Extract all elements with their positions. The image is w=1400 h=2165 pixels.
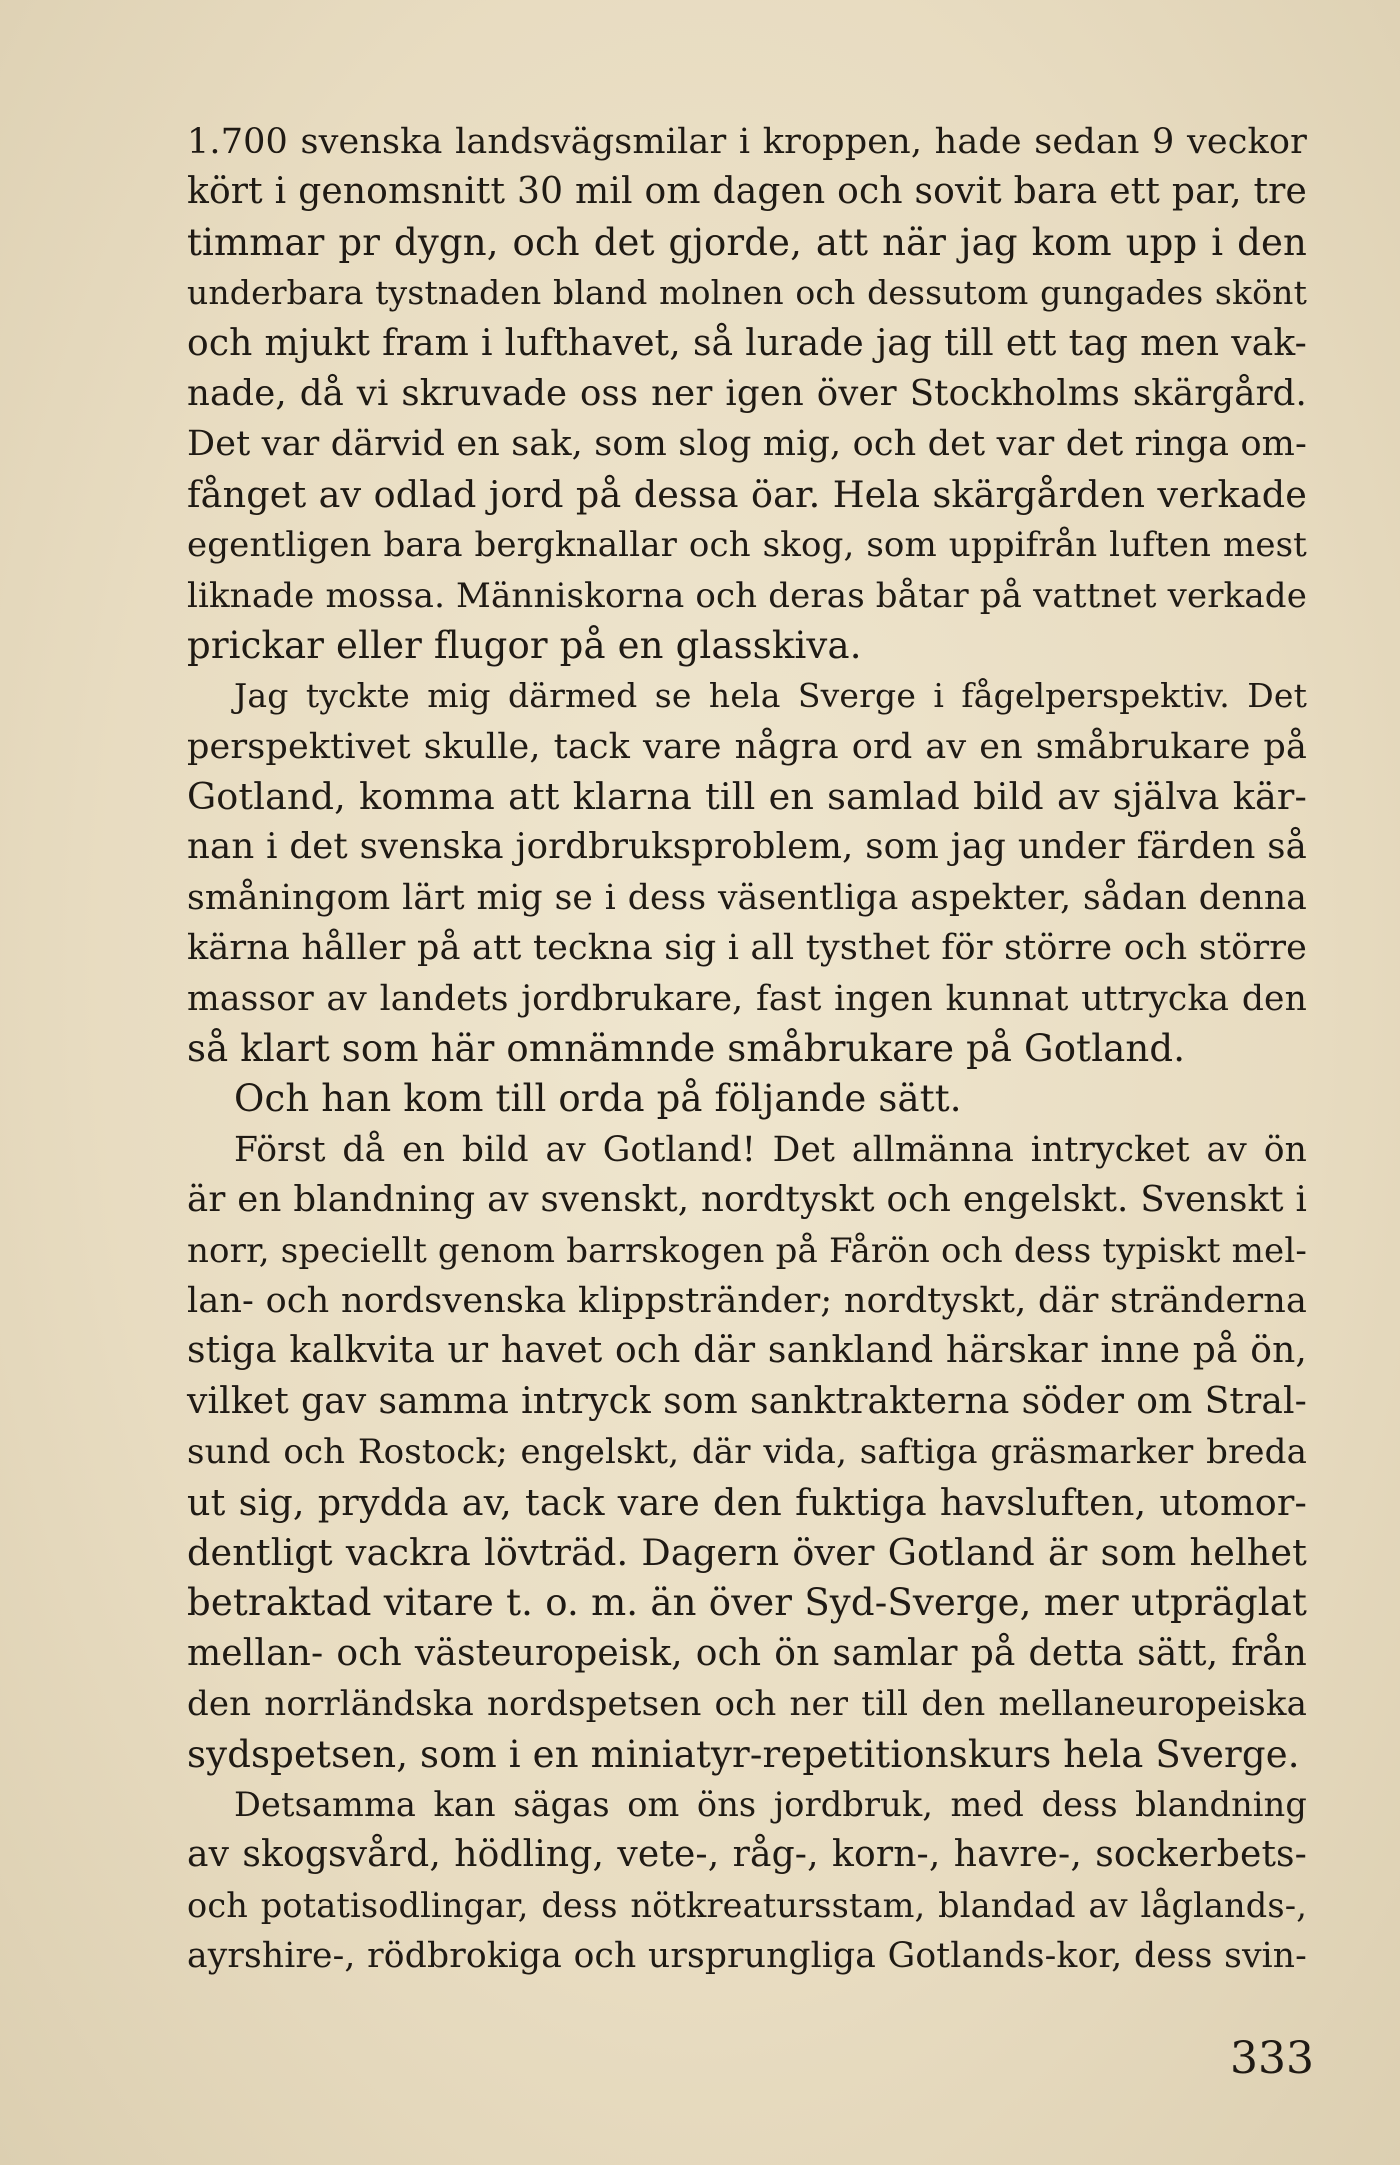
text-line: och potatisodlingar, dess nötkreatursstam, blandad av låglands-, <box>187 1885 1307 1925</box>
paragraph-3 <box>187 1074 1307 1124</box>
text-line: dentligt vackra lövträd. Dagern över Gotland är som helhet <box>187 1530 1307 1574</box>
text-line: massor av landets jordbrukare, fast ingen kunnat uttrycka den <box>187 978 1307 1019</box>
text-line: nade, då vi skruvade oss ner igen över Stockholms skärgård. <box>187 372 1307 414</box>
text-line: ut sig, prydda av, tack vare den fuktiga havsluften, utomor- <box>187 1480 1307 1524</box>
text-line: underbara tystnaden bland molnen och dessutom gungades skönt <box>187 273 1307 313</box>
text-line: Och han kom till orda på följande sätt. <box>234 1077 962 1121</box>
text-line: vilket gav samma intryck som sanktrakterna söder om Stral- <box>187 1380 1307 1422</box>
text-line: sund och Rostock; engelskt, där vida, saftiga gräsmarker breda <box>187 1432 1307 1473</box>
text-line: ayrshire-, rödbrokiga och ursprungliga Gotlands-kor, dess svin- <box>187 1936 1307 1977</box>
text-line: Först då en bild av Gotland! Det allmänna intrycket av ön <box>234 1129 1307 1170</box>
text-line: stiga kalkvita ur havet och där sankland härskar inne på ön, <box>187 1330 1307 1372</box>
text-line: Gotland, komma att klarna till en samlad bild av själva kär- <box>187 775 1307 819</box>
paragraph-5 <box>187 1780 1307 1982</box>
text-line: liknade mossa. Människorna och deras båtar på vattnet verkade <box>187 575 1307 616</box>
text-line: timmar pr dygn, och det gjorde, att när jag kom upp i den <box>187 220 1307 264</box>
paragraph-1 <box>187 117 1307 671</box>
text-line: kört i genomsnitt 30 mil om dagen och sovit bara ett par, tre <box>187 171 1307 213</box>
text-line: fånget av odlad jord på dessa öar. Hela skärgården verkade <box>187 472 1307 516</box>
text-line: är en blandning av svenskt, nordtyskt och engelskt. Svenskt i <box>187 1179 1307 1221</box>
paragraph-4 <box>187 1125 1307 1780</box>
text-line: Detsamma kan sägas om öns jordbruk, med dess blandning <box>234 1784 1307 1824</box>
text-line: och mjukt fram i lufthavet, så lurade jag till ett tag men vak- <box>187 322 1307 364</box>
text-line: lan- och nordsvenska klippstränder; nordtyskt, där stränderna <box>187 1280 1307 1321</box>
text-line: kärna håller på att teckna sig i all tysthet för större och större <box>187 928 1307 969</box>
text-line: mellan- och västeuropeisk, och ön samlar på detta sätt, från <box>187 1632 1307 1674</box>
text-line: sydspetsen, som i en miniatyr-repetitionskurs hela Sverge. <box>187 1732 1300 1776</box>
text-line: prickar eller flugor på en glasskiva. <box>187 623 862 667</box>
text-line: nan i det svenska jordbruksproblem, som jag under färden så <box>187 826 1307 868</box>
text-line: av skogsvård, hödling, vete-, råg-, korn-, havre-, sockerbets- <box>187 1834 1307 1876</box>
page-number: 333 <box>1230 2033 1314 2084</box>
text-line: Jag tyckte mig därmed se hela Sverge i fågelperspektiv. Det <box>234 676 1307 716</box>
text-line: 1.700 svenska landsvägsmilar i kroppen, hade sedan 9 veckor <box>187 122 1307 162</box>
text-line: Det var därvid en sak, som slog mig, och det var det ringa om- <box>187 424 1307 465</box>
text-line: betraktad vitare t. o. m. än över Syd-Sverge, mer utpräglat <box>187 1581 1307 1625</box>
body-text <box>187 117 1307 1981</box>
text-line: egentligen bara bergknallar och skog, som uppifrån luften mest <box>187 525 1307 566</box>
text-line: så klart som här omnämnde småbrukare på Gotland. <box>187 1027 1186 1071</box>
text-line: perspektivet skulle, tack vare några ord av en småbrukare på <box>187 726 1307 767</box>
text-line: norr, speciellt genom barrskogen på Fårön och dess typiskt mel- <box>187 1230 1307 1271</box>
text-line: småningom lärt mig se i dess väsentliga aspekter, sådan denna <box>187 877 1307 918</box>
text-line: den norrländska nordspetsen och ner till den mellaneuropeiska <box>187 1684 1307 1725</box>
paragraph-2 <box>187 671 1307 1074</box>
